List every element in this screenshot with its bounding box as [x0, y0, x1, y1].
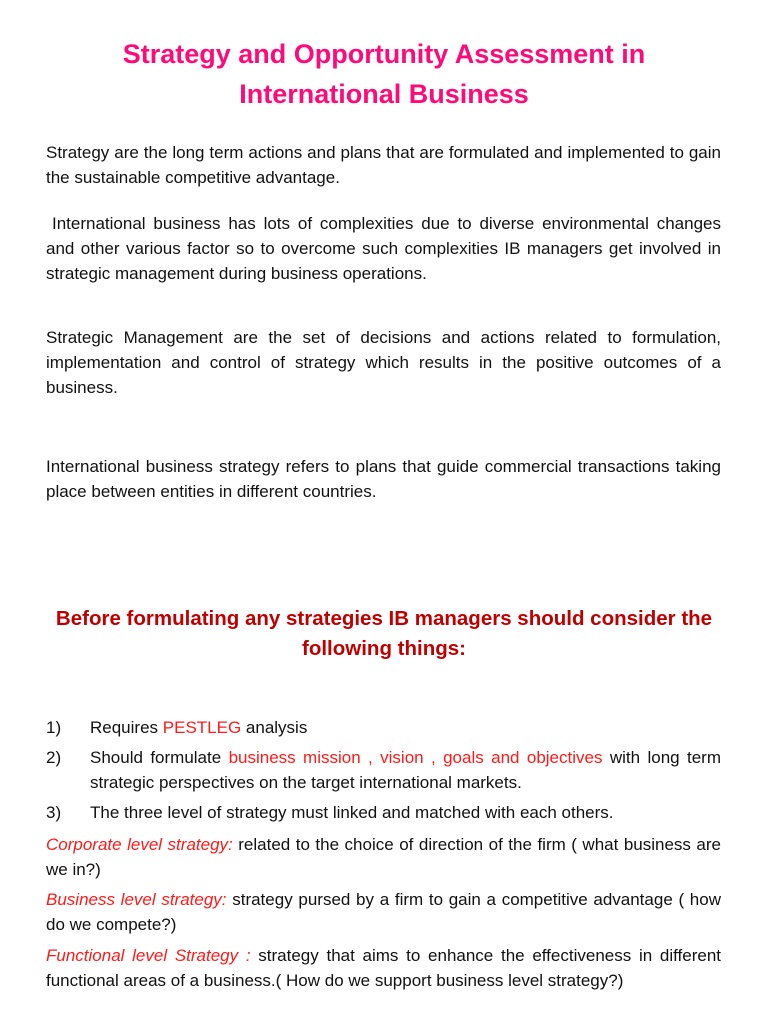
paragraph-ib-strategy: International business strategy refers to plans that guide commercial transactions taking place between entities in different countries. [46, 457, 721, 501]
corporate-level-strategy [46, 832, 721, 882]
list-item-text: analysis [241, 718, 308, 737]
business-level-strategy [46, 887, 721, 937]
list-item [46, 745, 721, 795]
level-description: related to the choice of direction of the firm ( what business are we in?) [46, 835, 722, 879]
list-item-number: 2) [46, 748, 62, 767]
level-label: Functional level Strategy : [46, 946, 251, 965]
list-item-text: The three level of strategy must linked and matched with each others. [90, 803, 614, 822]
page-title: Strategy and Opportunity Assessment in International Business [122, 39, 646, 109]
paragraph-strategic-management: Strategic Management are the set of decisions and actions related to formulation, implementation and control of strategy which results in the positive outcomes of a business. [46, 328, 721, 397]
list-item [46, 715, 721, 740]
functional-level-strategy [46, 943, 721, 993]
list-item-text: Requires [90, 718, 163, 737]
list-item-number: 1) [46, 718, 62, 737]
level-description: strategy pursed by a firm to gain a competitive advantage ( how do we compete?) [46, 890, 721, 934]
section-heading: Before formulating any strategies IB managers should consider the following things: [55, 607, 713, 660]
list-item-text: Should formulate [90, 748, 229, 767]
list-item-text: with long term strategic perspectives on the target international markets. [90, 748, 721, 792]
level-description: strategy that aims to enhance the effectiveness in different functional areas of a business.( How do we support business level strategy?) [46, 946, 721, 990]
list-item-number: 3) [46, 803, 62, 822]
paragraph-ib-complexities: International business has lots of complexities due to diverse environmental changes and other various factor so to overcome such complexities IB managers get involved in strategic management during business operations. [46, 214, 721, 283]
level-label: Corporate level strategy: [46, 835, 233, 854]
paragraph-strategy-definition: Strategy are the long term actions and plans that are formulated and implemented to gain the sustainable competitive advantage. [46, 143, 721, 187]
level-label: Business level strategy: [46, 890, 227, 909]
list-item [46, 800, 721, 825]
list-item-highlight: PESTLEG [162, 718, 242, 737]
list-item-highlight: business mission , vision , goals and objectives [228, 748, 603, 767]
considerations-list [46, 715, 721, 830]
